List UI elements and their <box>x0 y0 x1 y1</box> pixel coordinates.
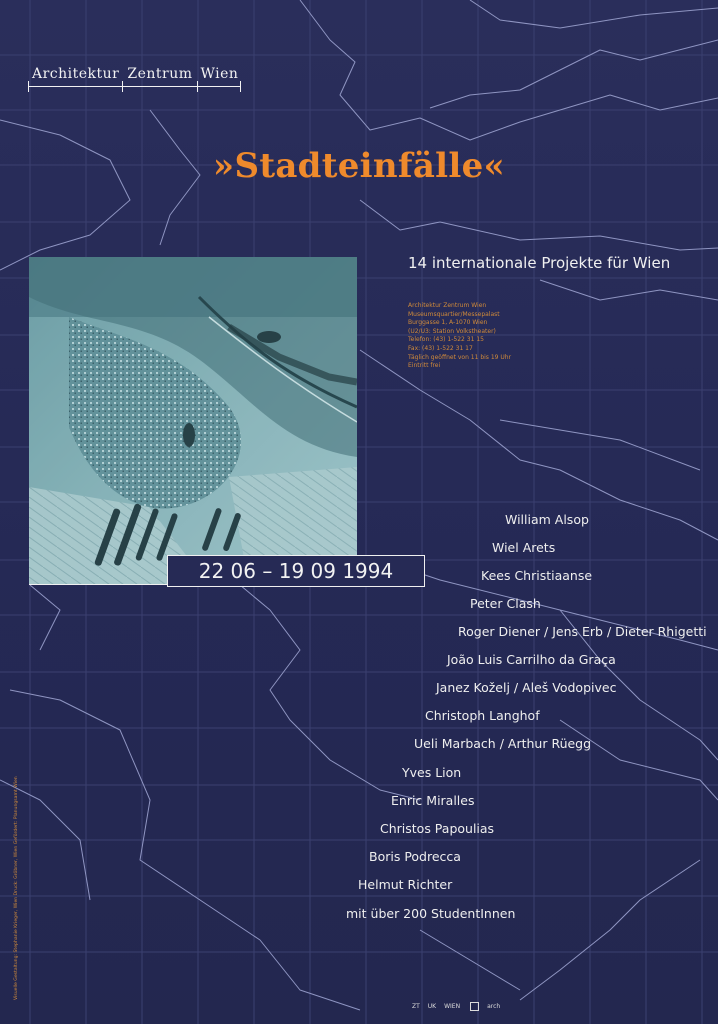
sponsor-logos <box>412 998 562 1014</box>
venue-info-line: Burggasse 1, A-1070 Wien <box>408 319 488 327</box>
participant: João Luis Carrilho da Graça <box>447 652 616 667</box>
participant: Peter Clash <box>470 596 541 611</box>
venue-info-line: (U2/U3: Station Volkstheater) <box>408 327 496 335</box>
brand-rule <box>28 86 240 87</box>
brand-part-3: Wien <box>200 66 239 82</box>
participant: Janez Koželj / Aleš Vodopivec <box>436 680 617 695</box>
sponsor-logo: WIEN <box>444 1002 461 1010</box>
sponsor-logo: UK <box>427 1002 437 1010</box>
sponsor-logo: ZT <box>412 1002 420 1010</box>
sponsor-logo: arch <box>487 1002 501 1010</box>
venue-info-line: Museumsquartier/Messepalast <box>408 310 500 318</box>
participant: Ueli Marbach / Arthur Rüegg <box>414 736 592 751</box>
venue-info-line: Telefon: (43) 1-522 31 15 <box>408 336 484 344</box>
design-credits: Visuelle Gestaltung: Stephanie Krieger, Wien Druck: Gröbner, Wien Gefördert: Planungsamt Wien <box>14 776 19 1000</box>
brand-part-1: Architektur <box>32 66 120 82</box>
date-rule <box>29 584 169 585</box>
participant: William Alsop <box>505 512 589 527</box>
participant: Kees Christiaanse <box>481 568 593 583</box>
participant: Roger Diener / Jens Erb / Dieter Rhigetti <box>458 624 707 639</box>
aerial-photo <box>29 257 357 585</box>
venue-info <box>408 302 511 371</box>
participant: Boris Podrecca <box>369 849 461 864</box>
brand-logo <box>28 66 242 85</box>
poster-title: »Stadteinfälle« <box>212 146 506 186</box>
participant: Wiel Arets <box>492 540 556 555</box>
date-range: 22 06 – 19 09 1994 <box>167 555 425 587</box>
venue-info-line: Fax: (43) 1-522 31 17 <box>408 344 473 352</box>
venue-info-line: Architektur Zentrum Wien <box>408 302 487 309</box>
grid-logo-icon <box>470 1002 479 1011</box>
venue-info-line: Täglich geöffnet von 11 bis 19 Uhr <box>408 353 512 361</box>
participant: Helmut Richter <box>358 877 453 892</box>
poster-subtitle: 14 internationale Projekte für Wien <box>408 254 671 272</box>
participant: Yves Lion <box>402 765 462 780</box>
brand-part-2: Zentrum <box>127 66 193 82</box>
venue-info-line: Eintritt frei <box>408 362 441 370</box>
participant: Christos Papoulias <box>380 821 495 836</box>
participant: Christoph Langhof <box>425 708 540 723</box>
participant: mit über 200 StudentInnen <box>346 906 516 921</box>
participant: Enric Miralles <box>391 793 475 808</box>
